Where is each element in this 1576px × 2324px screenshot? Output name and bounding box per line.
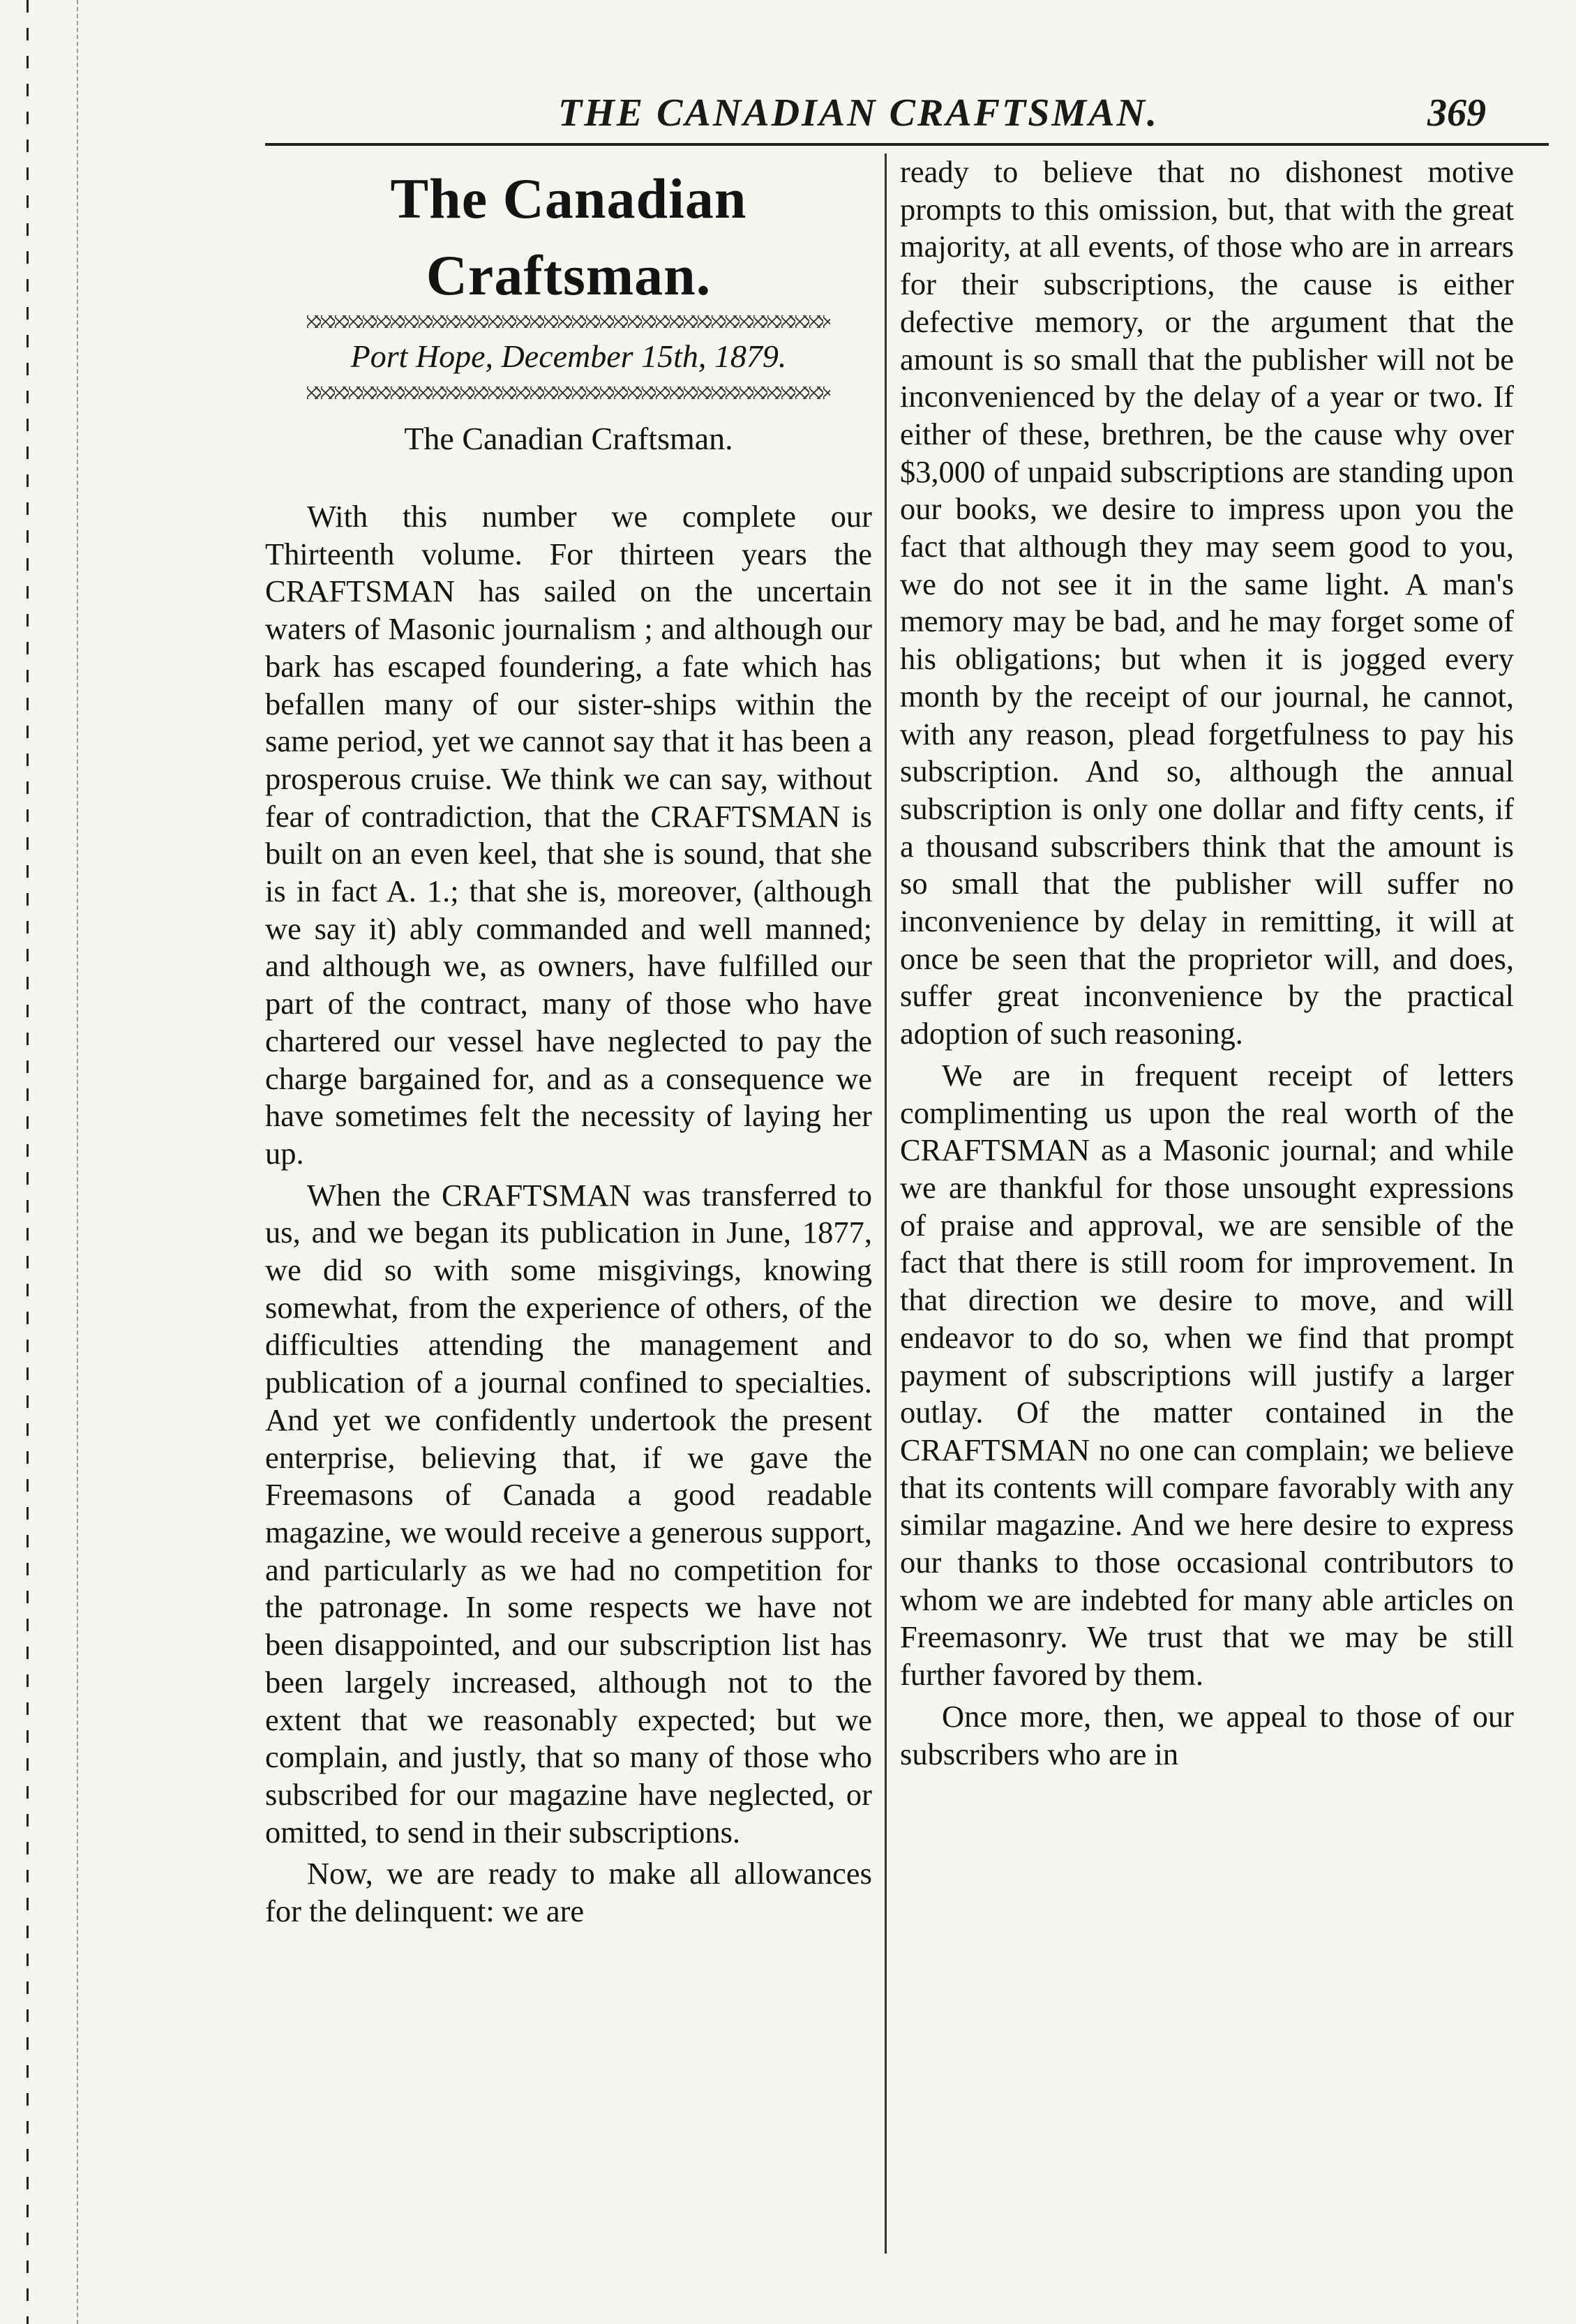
running-head — [265, 84, 1507, 147]
dateline: Port Hope, December 15th, 1879. — [350, 338, 787, 374]
left-paragraph-1: With this number we complete our Thirteenth volume. For thirteen years the CRAFTSMAN has sailed on the uncertain waters of Masonic journalism ; and although our bark has escaped foundering, a fate which has befallen many of our sister-ships within the same period, yet we cannot say that it has been a prosperous cruise. We think we can say, without fear of contradiction, that the CRAFTSMAN is built on an even keel, that she is sound, that she is in fact A. 1.; that she is, moreover, (although we say it) ably commanded and well manned; and although we, as owners, have fulfilled our part of the contract, many of those who have chartered our vessel have neglected to pay the charge bargained for, and as a consequence we have sometimes felt the necessity of laying her up. — [265, 499, 872, 1171]
wavy-rule-bottom — [307, 387, 830, 399]
header-rule — [265, 143, 1549, 146]
right-column — [900, 153, 1514, 1773]
left-paragraph-2: When the CRAFTSMAN was transferred to us, and we began its publication in June, 1877, we did so with some misgivings, knowing somewhat, from the experience of others, of the difficulties attending the management and publication of a journal confined to specialties. And yet we confidently undertook the present enterprise, believing that, if we gave the Freemasons of Canada a good readable magazine, we would receive a generous support, and particularly as we had no competition for the patronage. In some respects we have not been disappointed, and our subscription list has been largely increased, although not to the extent that we reasonably expected; but we complain, and justly, that so many of those who subscribed for our magazine have neglected, or omitted, to send in their subscriptions. — [265, 1177, 872, 1850]
masthead-title: The Canadian Craftsman. — [390, 167, 747, 307]
running-title: THE CANADIAN CRAFTSMAN. — [558, 91, 1159, 135]
right-paragraph-2: We are in frequent receipt of letters complimenting us upon the real worth of the CRAFTSMAN as a Masonic journal; and while we are thankful for those unsought expressions of praise and approval, we are sensible of the fact that there is still room for improvement. In that direction we desire to move, and will endeavor to do so, when we find that prompt payment of subscriptions will justify a larger outlay. Of the matter contained in the CRAFTSMAN no one can complain; we believe that its contents will compare favorably with any similar magazine. And we here desire to express our thanks to those occasional contributors to whom we are indebted for many able articles on Freemasonry. We trust that we may be still further favored by them. — [900, 1057, 1514, 1693]
right-paragraph-1: ready to believe that no dishonest motive prompts to this omission, but, that with the great majority, at all events, of those who are in arrears for their subscriptions, the cause is either defective memory, or the argument that the amount is so small that the publisher will not be inconvenienced by the delay of a year or two. If either of these, brethren, be the cause why over $3,000 of unpaid subscriptions are standing upon our books, we desire to impress upon you the fact that although they may seem good to you, we do not see it in the same light. A man's memory may be bad, and he may forget some of his obligations; but when it is jogged every month by the receipt of our journal, he cannot, with any reason, plead forgetfulness to pay his subscription. And so, although the annual subscription is only one dollar and fifty cents, if a thousand subscribers think that the amount is so small that the publisher will suffer no inconvenience by delay in remitting, it will at once be seen that the proprietor will, and does, suffer great inconvenience by the practical adoption of such reasoning. — [900, 154, 1514, 1051]
binding-gutter — [0, 0, 78, 2324]
right-paragraph-3: Once more, then, we appeal to those of our subscribers who are in — [900, 1698, 1514, 1771]
left-column — [265, 153, 872, 1931]
wavy-rule-top — [307, 315, 830, 328]
article-title: The Canadian Craftsman. — [404, 421, 733, 456]
page-number: 369 — [1427, 91, 1486, 135]
column-divider — [885, 153, 887, 2254]
left-paragraph-3: Now, we are ready to make all allowances for the delinquent: we are — [265, 1856, 872, 1929]
